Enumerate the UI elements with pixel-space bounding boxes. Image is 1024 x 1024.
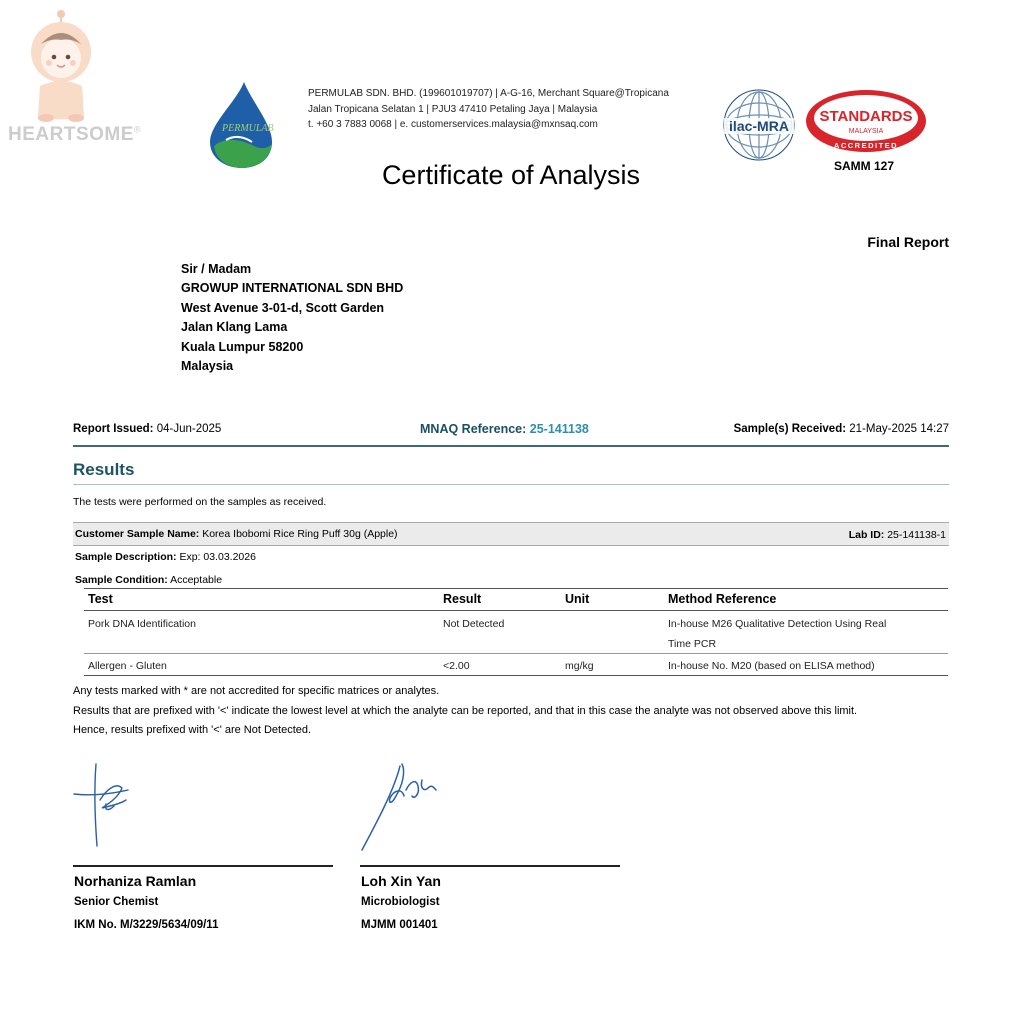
table-cell-method-cont: Time PCR (668, 638, 717, 650)
table-cell-test: Pork DNA Identification (88, 618, 196, 630)
table-cell-test: Allergen - Gluten (88, 660, 167, 672)
standards-accredited-text: ACCREDITED (833, 141, 899, 150)
watermark-brand: HEARTSOME® (8, 124, 142, 145)
table-header-rule (84, 610, 948, 611)
sample-condition: Sample Condition: Acceptable (75, 574, 223, 586)
address-line-country: Malaysia (181, 359, 234, 373)
ilac-mra-logo (722, 86, 796, 164)
lab-address-line-1: PERMULAB SDN. BHD. (199601019707) | A-G-16, Merchant Square@Tropicana (308, 88, 669, 99)
divider (73, 445, 949, 447)
signatory-title: Microbiologist (361, 896, 440, 908)
address-line-road: Jalan Klang Lama (181, 320, 288, 334)
signatory-registration: MJMM 001401 (361, 919, 438, 931)
note-accreditation: Any tests marked with * are not accredited for specific matrices or analytes. (73, 685, 440, 697)
signature-line (73, 865, 333, 867)
table-cell-result: <2.00 (443, 660, 470, 672)
final-report-label: Final Report (867, 234, 949, 250)
lab-logo-text: PERMULAB (222, 123, 274, 134)
signature-2 (358, 760, 448, 855)
results-heading: Results (73, 460, 135, 479)
table-header-test: Test (88, 592, 113, 606)
table-cell-unit: mg/kg (565, 660, 594, 672)
customer-sample-name: Customer Sample Name: Korea Ibobomi Rice Ring Puff 30g (Apple) (75, 528, 398, 540)
report-issued: Report Issued: 04-Jun-2025 (73, 423, 222, 435)
signatory-name: Loh Xin Yan (361, 873, 441, 889)
signature-1 (70, 760, 140, 850)
samples-received: Sample(s) Received: 21-May-2025 14:27 (733, 423, 949, 435)
standards-malaysia-logo (804, 88, 928, 154)
signatory-name: Norhaniza Ramlan (74, 873, 197, 889)
address-line-street: West Avenue 3-01-d, Scott Garden (181, 301, 385, 315)
address-line-company: GROWUP INTERNATIONAL SDN BHD (181, 281, 404, 295)
table-cell-method: In-house No. M20 (based on ELISA method) (668, 660, 875, 672)
standards-text: STANDARDS (819, 108, 913, 125)
mnaq-reference: MNAQ Reference: 25-141138 (420, 422, 589, 436)
samm-number: SAMM 127 (834, 159, 895, 173)
signatory-registration: IKM No. M/3229/5634/09/11 (74, 919, 219, 931)
sample-description: Sample Description: Exp: 03.03.2026 (75, 551, 256, 563)
standards-country-text: MALAYSIA (848, 128, 884, 135)
address-line-city: Kuala Lumpur 58200 (181, 340, 304, 354)
table-header-method: Method Reference (668, 592, 777, 606)
performed-note: The tests were performed on the samples as received. (73, 496, 327, 508)
ilac-mra-text: ilac-MRA (729, 118, 789, 134)
signatory-title: Senior Chemist (74, 896, 159, 908)
permulab-drop-logo (206, 80, 290, 170)
note-not-detected: Hence, results prefixed with '<' are Not Detected. (73, 724, 312, 736)
lab-address-line-2: Jalan Tropicana Selatan 1 | PJU3 47410 Petaling Jaya | Malaysia (308, 104, 598, 115)
lab-contact-line: t. +60 3 7883 0068 | e. customerservices.malaysia@mxnsaq.com (308, 119, 598, 130)
table-cell-result: Not Detected (443, 618, 505, 630)
table-header-unit: Unit (565, 592, 590, 606)
table-header-result: Result (443, 592, 482, 606)
table-bottom-rule (84, 675, 948, 676)
table-cell-method: In-house M26 Qualitative Detection Using Real (668, 618, 887, 630)
lab-id: Lab ID: 25-141138-1 (848, 529, 946, 541)
table-row-rule (84, 653, 948, 654)
page-title: Certificate of Analysis (381, 160, 641, 190)
signature-line (360, 865, 620, 867)
note-prefix: Results that are prefixed with '<' indicate the lowest level at which the analyte can be reported, and that in this case the analyte was not observed above this limit. (73, 705, 858, 717)
address-line-salutation: Sir / Madam (181, 262, 252, 276)
table-top-rule (84, 588, 948, 589)
results-divider (73, 484, 949, 485)
baby-mascot-icon (26, 8, 96, 123)
